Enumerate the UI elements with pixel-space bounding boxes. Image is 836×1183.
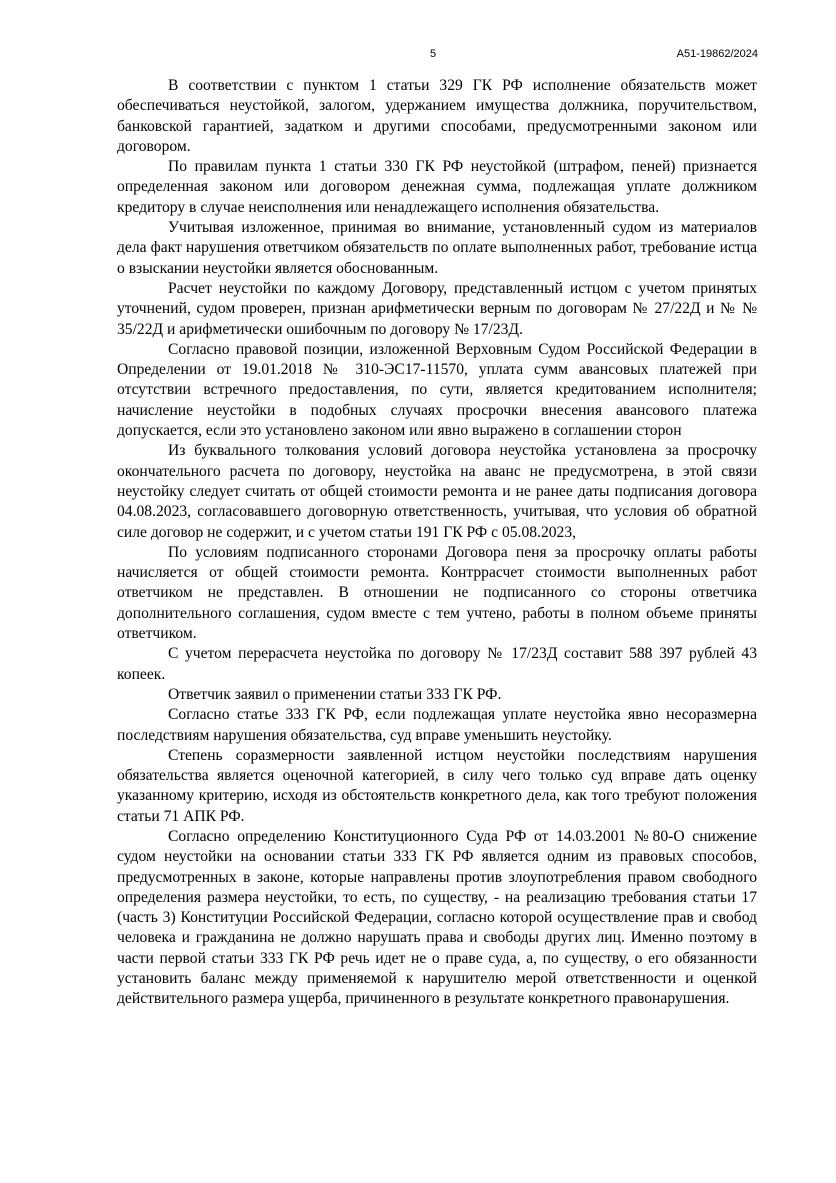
paragraph: Согласно определению Конституционного Суда РФ от 14.03.2001 №80-О снижение судом неустойки на основании статьи 333 ГК РФ является одним из правовых способов, предусмотренных в законе, которые направлены против злоупотребления правом свободного определения размера неустойки, то есть, по существу, - на реализацию требования статьи 17 (часть 3) Конституции Российской Федерации, согласно которой осуществление прав и свобод человека и гражданина не должно нарушать права и свободы других лиц. Именно поэтому в части первой статьи 333 ГК РФ речь идет не о праве суда, а, по существу, о его обязанности установить баланс между применяемой к нарушителю мерой ответственности и оценкой действительного размера ущерба, причиненного в результате конкретного правонарушения. xyxy=(117,827,757,1008)
paragraph: С учетом перерасчета неустойка по договору № 17/23Д составит 588 397 рублей 43 копеек. xyxy=(117,645,757,683)
paragraph: Расчет неустойки по каждому Договору, представленный истцом с учетом принятых уточнений, судом проверен, признан арифметически верным по договорам № 27/22Д и № № 35/22Д и арифметически ошибочным по договору № 17/23Д. xyxy=(117,279,757,338)
document-body xyxy=(117,76,757,1010)
paragraph: Учитывая изложенное, принимая во внимание, установленный судом из материалов дела факт нарушения ответчиком обязательств по оплате выполненных работ, требование истца о взыскании неустойки является обоснованным. xyxy=(117,219,757,277)
paragraph: Согласно правовой позиции, изложенной Верховным Судом Российской Федерации в Определении от 19.01.2018 № 310-ЭС17-11570, уплата сумм авансовых платежей при отсутствии встречного предоставления, по сути, является кредитованием исполнителя; начисление неустойки в подобных случаях просрочки внесения авансового платежа допускается, если это установлено законом или явно выражено в соглашении сторон xyxy=(117,340,757,440)
page-number: 5 xyxy=(430,48,437,60)
paragraph: По условиям подписанного сторонами Договора пеня за просрочку оплаты работы начисляется от общей стоимости ремонта. Контррасчет стоимости выполненных работ ответчиком не представлен. В отношении не подписанного со стороны ответчика дополнительного соглашения, судом вместе с тем учтено, работы в полном объеме приняты ответчиком. xyxy=(117,543,757,643)
paragraph: Степень соразмерности заявленной истцом неустойки последствиям нарушения обязательства является оценочной категорией, в силу чего только суд вправе дать оценку указанному критерию, исходя из обстоятельств конкретного дела, как того требуют положения статьи 71 АПК РФ. xyxy=(117,746,757,825)
paragraph: В соответствии с пунктом 1 статьи 329 ГК РФ исполнение обязательств может обеспечиваться неустойкой, залогом, удержанием имущества должника, поручительством, банковской гарантией, задатком и другими способами, предусмотренными законом или договором. xyxy=(117,77,757,155)
paragraph: По правилам пункта 1 статьи 330 ГК РФ неустойкой (штрафом, пеней) признается определенная законом или договором денежная сумма, подлежащая уплате должником кредитору в случае неисполнения или ненадлежащего исполнения обязательства. xyxy=(117,158,757,216)
case-number: А51-19862/2024 xyxy=(676,48,758,60)
paragraph: Из буквального толкования условий договора неустойка установлена за просрочку окончательного расчета по договору, неустойка на аванс не предусмотрена, в этой связи неустойку следует считать от общей стоимости ремонта и не ранее даты подписания договора 04.08.2023, согласовавшего договорную ответственность, учитывая, что условия об обратной силе договор не содержит, и с учетом статьи 191 ГК РФ с 05.08.2023, xyxy=(117,442,757,541)
paragraph: Ответчик заявил о применении статьи 333 ГК РФ. xyxy=(168,685,502,703)
paragraph: Согласно статье 333 ГК РФ, если подлежащая уплате неустойка явно несоразмерна последствиям нарушения обязательства, суд вправе уменьшить неустойку. xyxy=(117,706,757,744)
